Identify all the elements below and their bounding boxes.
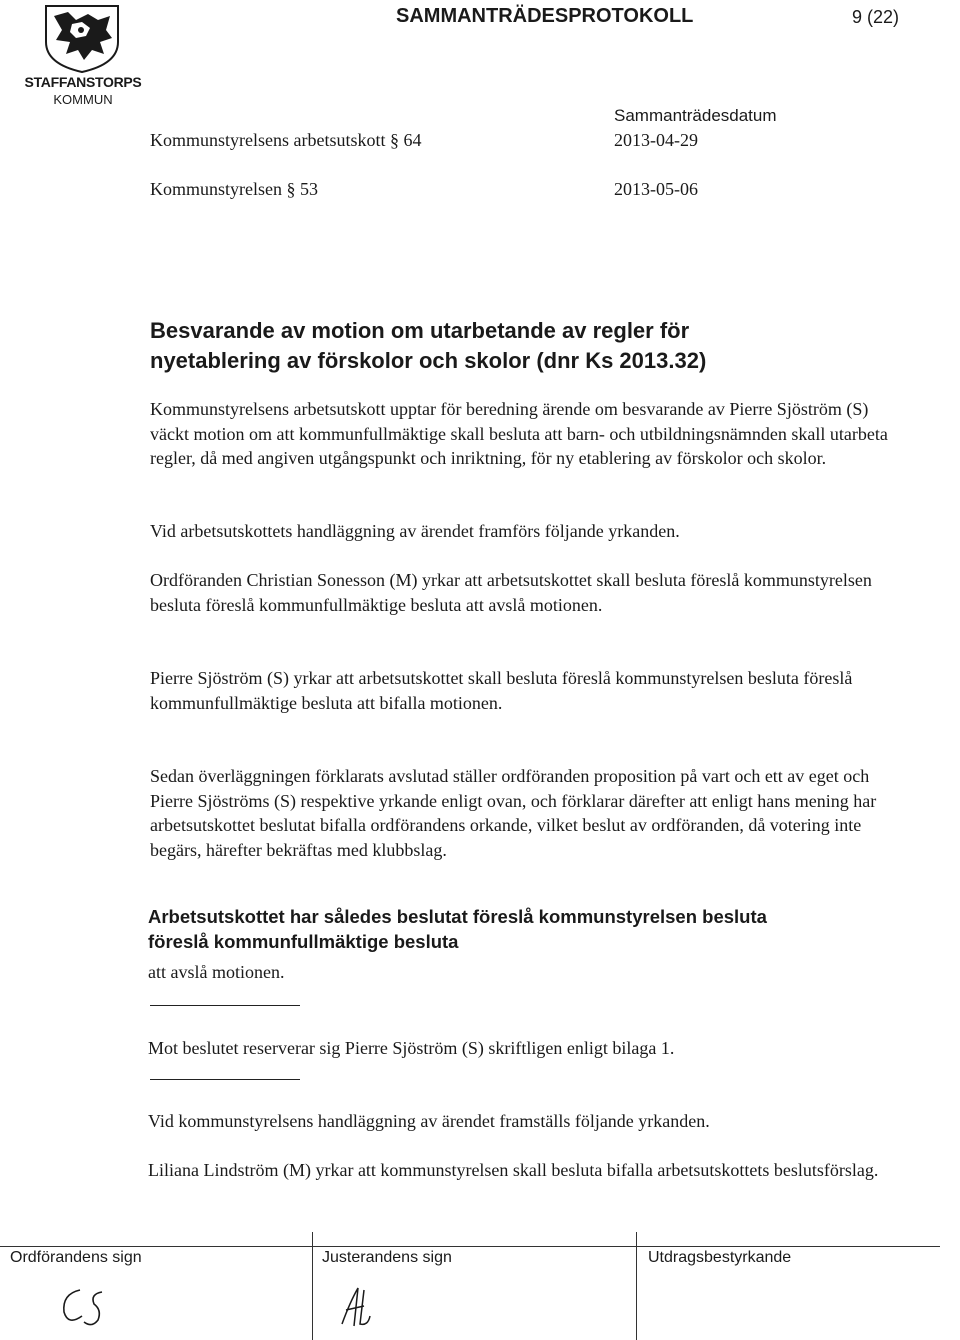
coat-of-arms-icon <box>38 2 126 74</box>
footer-divider-2 <box>636 1232 637 1340</box>
case-heading-line2: nyetablering av förskolor och skolor (dnr Ks 2013.32) <box>150 348 707 373</box>
paragraph-board-handling: Vid kommunstyrelsens handläggning av ärendet framställs följande yrkanden. <box>148 1111 710 1131</box>
footer-rule <box>0 1246 940 1247</box>
paragraph-handling: Vid arbetsutskottets handläggning av ärendet framförs följande yrkanden. <box>150 521 680 541</box>
page-number: 9 (22) <box>852 7 900 27</box>
adjuster-signature-label: Justerandens sign <box>322 1249 452 1266</box>
meta-body-2: Kommunstyrelsen § 53 <box>150 179 318 199</box>
municipality-logo <box>22 2 142 112</box>
separator-rule-2 <box>150 1079 300 1080</box>
footer-divider-1 <box>312 1232 313 1340</box>
chair-signature-label: Ordförandens sign <box>10 1249 142 1266</box>
extract-certification-label: Utdragsbestyrkande <box>648 1249 792 1266</box>
meta-body-1: Kommunstyrelsens arbetsutskott § 64 <box>150 130 422 150</box>
decision-conclusion: att avslå motionen. <box>148 962 285 982</box>
paragraph-chair-motion: Ordföranden Christian Sonesson (M) yrkar att arbetsutskottet skall besluta föreslå kommunstyrelsen besluta föreslå kommunfullmäktige besluta att avslå motionen. <box>150 570 872 615</box>
logo-text-line2: KOMMUN <box>53 92 113 107</box>
adjuster-signature-image <box>328 1280 378 1336</box>
paragraph-vote: Sedan överläggningen förklarats avslutad ställer ordföranden proposition på vart och ett av eget och Pierre Sjöströms (S) respektive yrkande enligt ovan, och förklarar därefter att enligt hans mening har arbetsutskottet beslutat bifalla ordförandens orkande, vilket beslut av ordföranden, då votering inte begärs, härefter bekräftas med klubbslag. <box>150 766 877 860</box>
document-title: SAMMANTRÄDESPROTOKOLL <box>396 5 694 27</box>
logo-text-line1: STAFFANSTORPS <box>24 74 142 90</box>
decision-block <box>148 904 908 954</box>
meta-date-2: 2013-05-06 <box>614 179 698 199</box>
decision-line1: Arbetsutskottet har således beslutat föreslå kommunstyrelsen besluta <box>148 906 767 927</box>
paragraph-intro: Kommunstyrelsens arbetsutskott upptar för beredning ärende om besvarande av Pierre Sjöström (S) väckt motion om att kommunfullmäktige skall besluta att barn- och utbildningsnämnden skall utarbeta regler, då med angiven utgångspunkt och inriktning, för ny etablering av förskolor och skolor. <box>150 399 888 468</box>
case-heading-line1: Besvarande av motion om utarbetande av regler för <box>150 318 690 343</box>
separator-rule-1 <box>150 1005 300 1006</box>
chair-signature-image <box>56 1282 126 1332</box>
paragraph-lindstrom-motion: Liliana Lindström (M) yrkar att kommunstyrelsen skall besluta bifalla arbetsutskottets beslutsförslag. <box>148 1160 879 1180</box>
case-heading <box>150 316 910 376</box>
reservation-note: Mot beslutet reserverar sig Pierre Sjöström (S) skriftligen enligt bilaga 1. <box>148 1038 675 1058</box>
decision-line2: föreslå kommunfullmäktige besluta <box>148 931 459 952</box>
meeting-date-label: Sammanträdesdatum <box>614 106 777 125</box>
paragraph-sjostrom-motion: Pierre Sjöström (S) yrkar att arbetsutskottet skall besluta föreslå kommunstyrelsen besluta föreslå kommunfullmäktige besluta att bifalla motionen. <box>150 668 853 713</box>
meta-date-1: 2013-04-29 <box>614 130 698 150</box>
